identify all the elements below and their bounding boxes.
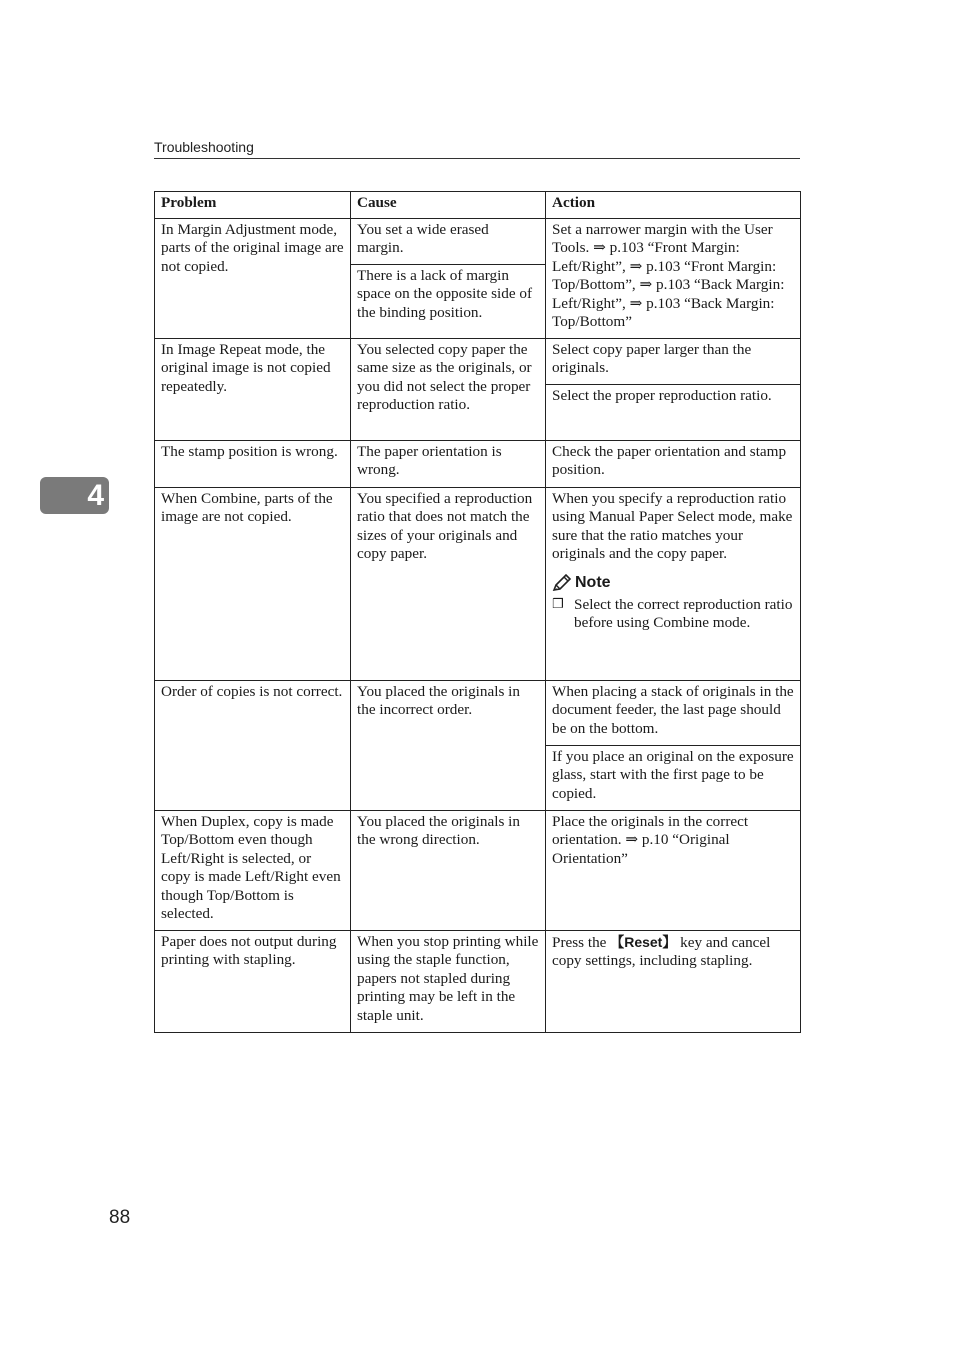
action-cell: Set a narrower margin with the User Tools. ⇒ p.103 “Front Margin: Left/Right”, ⇒ p.103 “Front Margin: Top/Bottom”, ⇒ p.103 “Back Margin: Left/Right”, ⇒ p.103 “Back Margin: Top/Bottom”	[546, 219, 801, 339]
checkbox-bullet-icon: ❒	[552, 597, 564, 613]
problem-cell: When Combine, parts of the image are not copied.	[155, 488, 351, 681]
cause-cell: You selected copy paper the same size as the originals, or you did not select the proper reproduction ratio.	[351, 339, 546, 441]
note-title: Note	[575, 573, 611, 591]
note-item	[552, 596, 794, 633]
cause-cell: When you stop printing while using the staple function, papers not stapled during printing may be left in the staple unit.	[351, 931, 546, 1033]
cause-cell: You set a wide erased margin.	[351, 219, 546, 265]
page-number: 88	[109, 1207, 131, 1228]
column-header-problem: Problem	[155, 192, 351, 219]
table-row	[155, 681, 801, 746]
action-text-before: Press the	[552, 934, 611, 951]
header-rule	[154, 158, 800, 159]
pencil-note-icon	[552, 574, 572, 592]
table-row	[155, 488, 801, 681]
table-row	[155, 219, 801, 265]
table-row	[155, 441, 801, 488]
action-cell: Place the originals in the correct orientation. ⇒ p.10 “Original Orientation”	[546, 811, 801, 931]
cause-cell: The paper orientation is wrong.	[351, 441, 546, 488]
problem-cell: In Margin Adjustment mode, parts of the original image are not copied.	[155, 219, 351, 339]
cause-cell: You specified a reproduction ratio that does not match the sizes of your originals and copy paper.	[351, 488, 546, 681]
action-cell: Check the paper orientation and stamp position.	[546, 441, 801, 488]
cause-cell: You placed the originals in the wrong direction.	[351, 811, 546, 931]
problem-cell: The stamp position is wrong.	[155, 441, 351, 488]
troubleshooting-table	[154, 191, 801, 1033]
column-header-action: Action	[546, 192, 801, 219]
action-cell	[546, 488, 801, 681]
action-cell	[546, 931, 801, 1033]
chapter-tab: 4	[40, 477, 109, 514]
cause-cell: There is a lack of margin space on the opposite side of the binding position.	[351, 265, 546, 339]
table-row	[155, 339, 801, 385]
problem-cell: In Image Repeat mode, the original image is not copied repeatedly.	[155, 339, 351, 441]
column-header-cause: Cause	[351, 192, 546, 219]
problem-cell: Paper does not output during printing with stapling.	[155, 931, 351, 1033]
action-cell: If you place an original on the exposure glass, start with the first page to be copied.	[546, 746, 801, 811]
table-row	[155, 931, 801, 1033]
action-cell: Select the proper reproduction ratio.	[546, 385, 801, 441]
table-row	[155, 811, 801, 931]
note-heading	[552, 574, 794, 592]
cause-cell: You placed the originals in the incorrect order.	[351, 681, 546, 811]
action-text: When you specify a reproduction ratio using Manual Paper Select mode, make sure that the ratio matches your originals and the copy paper.	[552, 490, 793, 563]
action-cell: Select copy paper larger than the originals.	[546, 339, 801, 385]
note-text: Select the correct reproduction ratio before using Combine mode.	[574, 596, 793, 632]
reset-key-label: 【Reset】	[610, 934, 677, 950]
action-cell: When placing a stack of originals in the document feeder, the last page should be on the bottom.	[546, 681, 801, 746]
running-head: Troubleshooting	[154, 139, 254, 155]
problem-cell: Order of copies is not correct.	[155, 681, 351, 811]
action-text-after: key and cancel copy settings, including stapling.	[552, 934, 771, 970]
table-header-row	[155, 192, 801, 219]
problem-cell: When Duplex, copy is made Top/Bottom even though Left/Right is selected, or copy is made Left/Right even though Top/Bottom is selected.	[155, 811, 351, 931]
